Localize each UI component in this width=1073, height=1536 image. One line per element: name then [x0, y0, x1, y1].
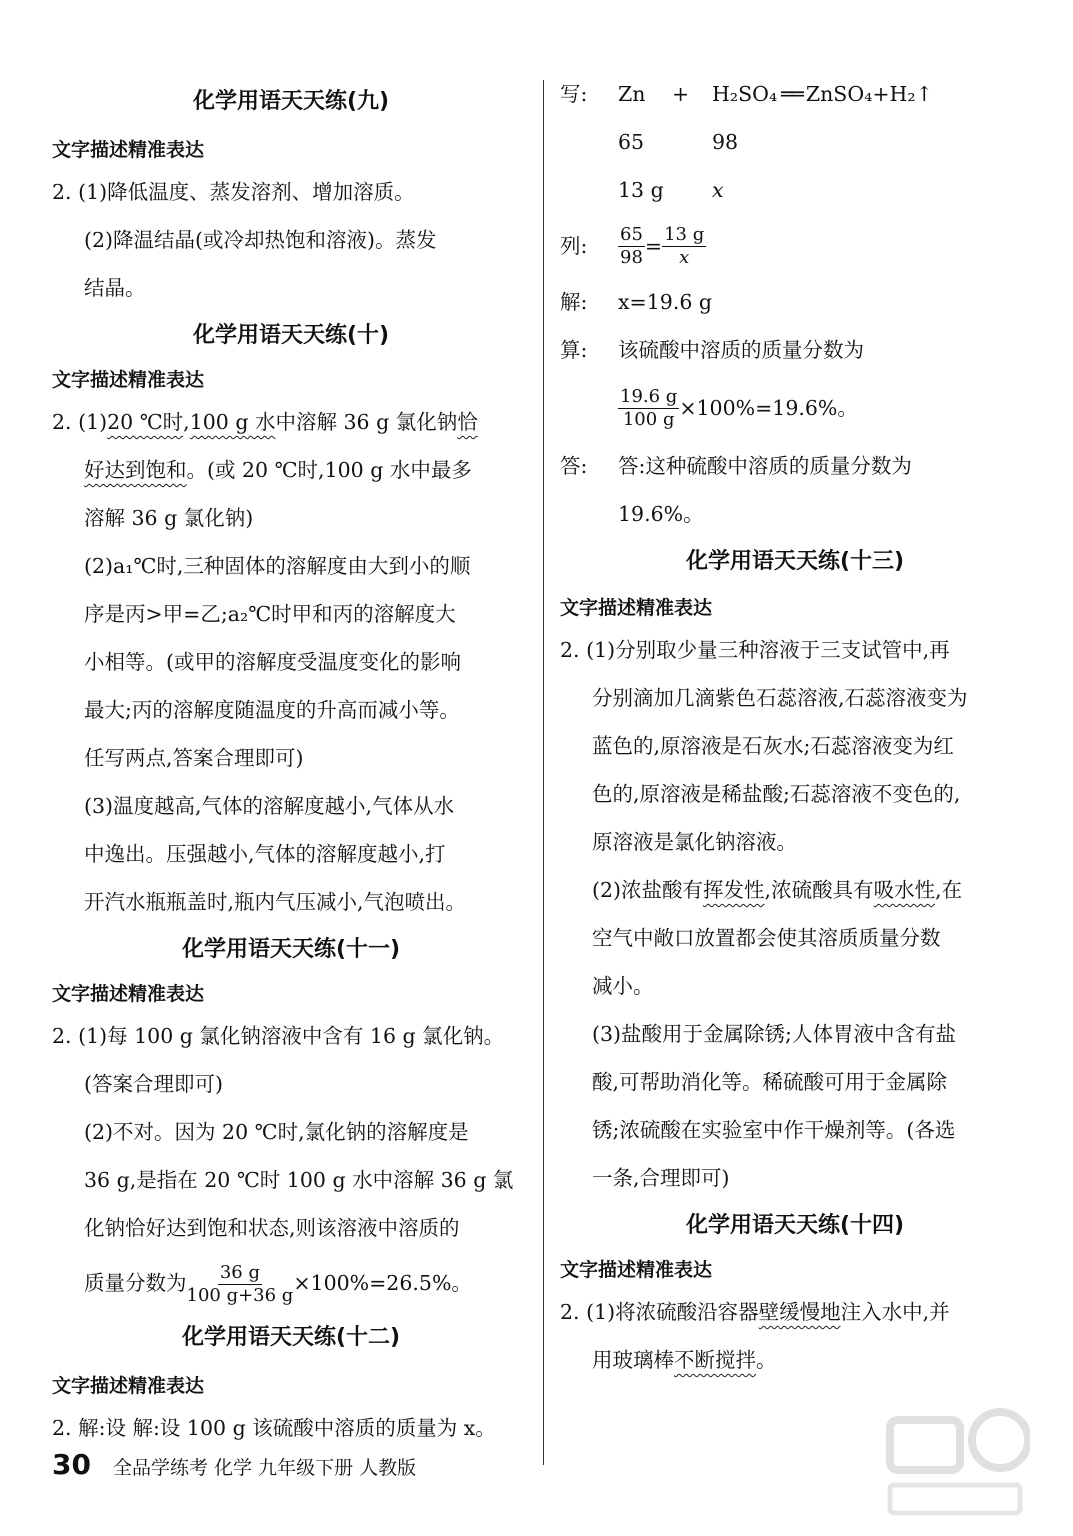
proportion-line: 列: $\frac{65}{98}$ = $\frac{13 g}{x}$ [560, 223, 705, 268]
answer-line: 好达到饱和。(或 20 ℃时,100 g 水中最多 [84, 458, 472, 482]
answer-line: 2. (1)降低温度、蒸发溶剂、增加溶质。 [52, 180, 415, 204]
section-subtitle: 文字描述精准表达 [560, 1259, 713, 1281]
section-subtitle: 文字描述精准表达 [52, 1375, 205, 1397]
watermark-logo-icon [880, 1400, 1030, 1520]
answer-line: 序是丙>甲=乙;a₂℃时甲和丙的溶解度大 [84, 602, 456, 626]
answer-line: 中逸出。压强越小,气体的溶解度越小,打 [84, 842, 446, 866]
answer-line: (2)a₁℃时,三种固体的溶解度由大到小的顺 [84, 554, 471, 578]
section-title: 化学用语天天练(十二) [181, 1325, 401, 1350]
section-title: 化学用语天天练(九) [192, 89, 390, 114]
answer-line: 2. (1)将浓硫酸沿容器壁缓慢地注入水中,并 [560, 1300, 950, 1324]
answer-line: 小相等。(或甲的溶解度受温度变化的影响 [84, 650, 461, 674]
calc-fraction-line: $\frac{19.6 g}{100 g}$ ×100%=19.6%。 [620, 385, 858, 430]
solve-line: 解: x=19.6 g [560, 290, 713, 314]
answer-line: 空气中敞口放置都会使其溶质质量分数 [592, 926, 941, 950]
answer-line: 减小。 [592, 974, 654, 998]
section-subtitle: 文字描述精准表达 [560, 597, 713, 619]
column-divider [543, 80, 544, 1465]
answer-line: 锈;浓硫酸在实验室中作干燥剂等。(各选 [592, 1118, 956, 1142]
section-subtitle: 文字描述精准表达 [52, 369, 205, 391]
answer-line: 质量分数为 $\frac{36 g}{100 g+36 g}$ ×100%=26.5%。 [84, 1262, 472, 1306]
answer-line: 2. 解:设 解:设 100 g 该硫酸中溶质的质量为 x。 [52, 1416, 496, 1440]
section-title: 化学用语天天练(十一) [181, 937, 401, 962]
answer-line: 2. (1)20 ℃时,100 g 水中溶解 36 g 氯化钠恰 [52, 410, 478, 434]
book-info: 全品学练考 化学 九年级下册 人教版 [113, 1457, 417, 1479]
mass-line: 65 98 [618, 130, 739, 154]
answer-line: 2. (1)分别取少量三种溶液于三支试管中,再 [560, 638, 950, 662]
page-number: 30 [52, 1448, 91, 1481]
answer-line: (答案合理即可) [84, 1072, 223, 1096]
given-line: 13 g x [618, 178, 724, 202]
answer-line: 一条,合理即可) [592, 1166, 730, 1190]
page-footer [52, 1448, 416, 1481]
answer-line: 2. (1)每 100 g 氯化钠溶液中含有 16 g 氯化钠。 [52, 1024, 505, 1048]
section-subtitle: 文字描述精准表达 [52, 983, 205, 1005]
left-column [52, 70, 530, 1452]
answer-line: 原溶液是氯化钠溶液。 [592, 830, 797, 854]
answer-line: 化钠恰好达到饱和状态,则该溶液中溶质的 [84, 1216, 460, 1240]
section-title: 化学用语天天练(十四) [685, 1213, 905, 1238]
answer-line: 19.6%。 [618, 502, 704, 526]
fraction: $\frac{36 g}{100 g+36 g}$ [186, 1262, 294, 1306]
answer-line: 蓝色的,原溶液是石灰水;石蕊溶液变为红 [592, 734, 954, 758]
section-title: 化学用语天天练(十三) [685, 549, 905, 574]
answer-line: 结晶。 [84, 276, 146, 300]
answer-line: (3)盐酸用于金属除锈;人体胃液中含有盐 [592, 1022, 956, 1046]
answer-line: 答: 答:这种硫酸中溶质的质量分数为 [560, 454, 912, 478]
answer-line: 开汽水瓶瓶盖时,瓶内气压减小,气泡喷出。 [84, 890, 467, 914]
equation-line: 写: Zn + H₂SO₄ ══ ZnSO₄+H₂↑ [560, 82, 933, 106]
answer-line: 36 g,是指在 20 ℃时 100 g 水中溶解 36 g 氯 [84, 1168, 514, 1192]
answer-line: (2)降温结晶(或冷却热饱和溶液)。蒸发 [84, 228, 437, 252]
calc-line: 算: 该硫酸中溶质的质量分数为 [560, 338, 864, 362]
answer-line: 最大;丙的溶解度随温度的升高而减小等。 [84, 698, 460, 722]
answer-line: 用玻璃棒不断搅拌。 [592, 1348, 777, 1372]
answer-line: (2)不对。因为 20 ℃时,氯化钠的溶解度是 [84, 1120, 469, 1144]
answer-line: (2)浓盐酸有挥发性,浓硫酸具有吸水性,在 [592, 878, 963, 902]
answer-line: 分别滴加几滴紫色石蕊溶液,石蕊溶液变为 [592, 686, 968, 710]
answer-line: 色的,原溶液是稀盐酸;石蕊溶液不变色的, [592, 782, 961, 806]
answer-line: 酸,可帮助消化等。稀硫酸可用于金属除 [592, 1070, 948, 1094]
section-subtitle: 文字描述精准表达 [52, 139, 205, 161]
answer-line: (3)温度越高,气体的溶解度越小,气体从水 [84, 794, 455, 818]
right-column [560, 70, 1030, 1384]
section-title: 化学用语天天练(十) [192, 323, 390, 348]
answer-line: 任写两点,答案合理即可) [84, 746, 304, 770]
answer-line: 溶解 36 g 氯化钠) [84, 506, 254, 530]
